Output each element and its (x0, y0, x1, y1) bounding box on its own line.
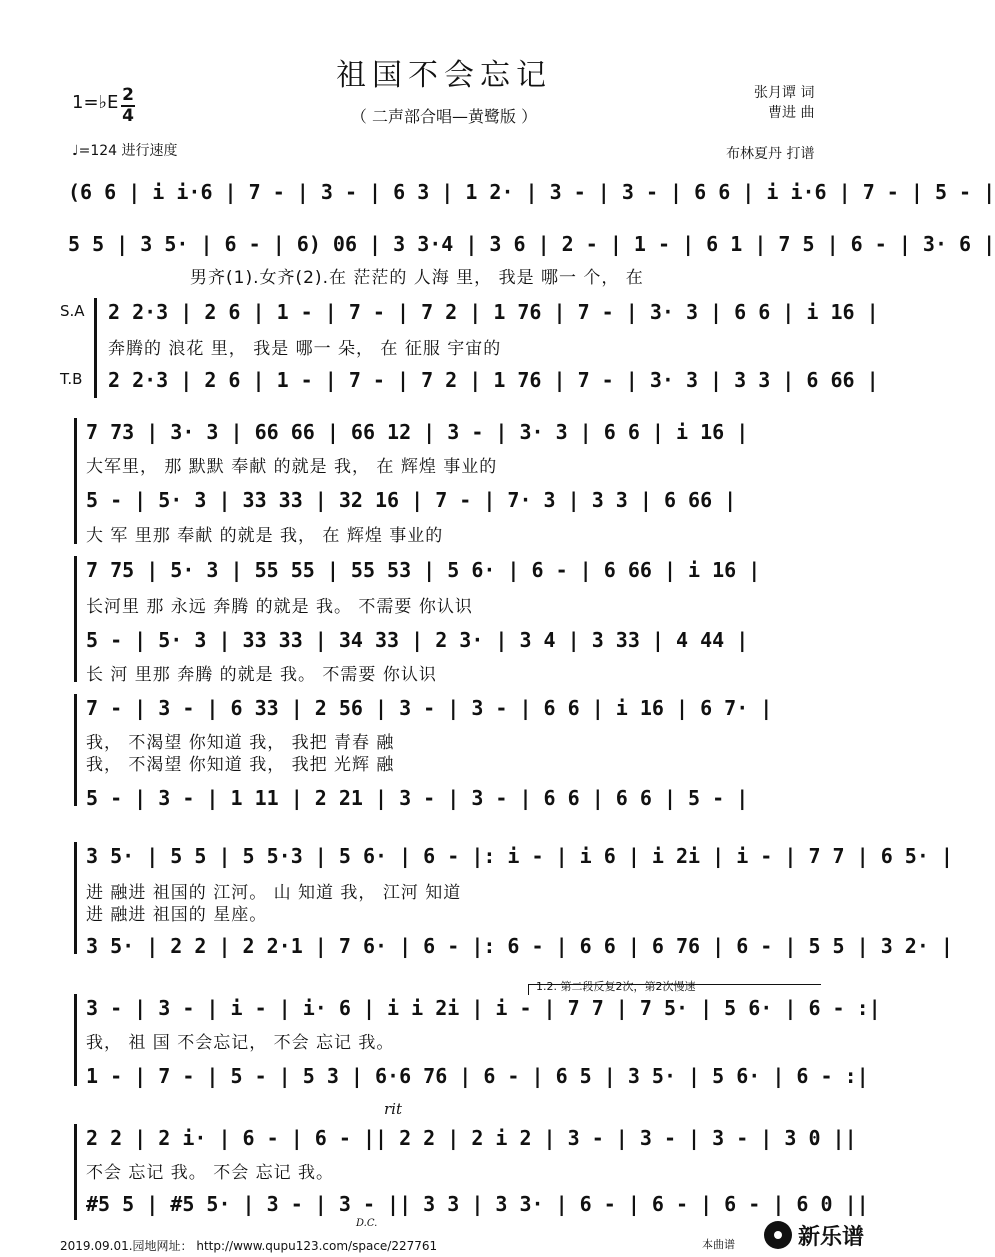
repeat-instruction: 1.2. 第二段反复2次，第2次慢速 (536, 980, 696, 993)
part-label-sa: S.A (60, 302, 85, 320)
system-brace (74, 842, 77, 954)
tb-melody: 5 - | 5· 3 | 33 33 | 34 33 | 2 3· | 3 4 | 3 33 | 4 44 | (86, 628, 749, 652)
intro-line-2: 5 5 | 3 5· | 6 - | 6) 06 | 3 3·4 | 3 6 | 2 - | 1 - | 6 1 | 7 5 | 6 - | 3· 6 | (68, 232, 995, 256)
system-brace (74, 1124, 77, 1220)
sa-lyric-verse-1: 我， 不渴望 你知道 我， 我把 青春 融 (86, 733, 395, 753)
composer: 曹进 曲 (768, 105, 815, 121)
sa-lyric: 不会 忘记 我。 不会 忘记 我。 (86, 1163, 335, 1183)
tb-melody: 3 5· | 2 2 | 2 2·1 | 7 6· | 6 - |: 6 - | 6 6 | 6 76 | 6 - | 5 5 | 3 2· | (86, 934, 953, 958)
transcriber: 布林夏丹 打谱 (726, 146, 815, 162)
sa-melody: 7 73 | 3· 3 | 66 66 | 66 12 | 3 - | 3· 3 | 6 6 | i 16 | (86, 420, 749, 444)
sa-melody: 7 75 | 5· 3 | 55 55 | 55 53 | 5 6· | 6 - | 6 66 | i 16 | (86, 558, 761, 582)
sa-melody: 2 2·3 | 2 6 | 1 - | 7 - | 7 2 | 1 76 | 7 - | 3· 3 | 6 6 | i 16 | (108, 300, 879, 324)
system-brace (74, 994, 77, 1086)
sa-melody: 3 5· | 5 5 | 5 5·3 | 5 6· | 6 - |: i - | i 6 | i 2i | i - | 7 7 | 6 5· | (86, 844, 953, 868)
part-label-tb: T.B (60, 370, 83, 388)
system-brace (94, 298, 97, 398)
tb-melody: 5 - | 5· 3 | 33 33 | 32 16 | 7 - | 7· 3 | 3 3 | 6 66 | (86, 488, 737, 512)
sa-lyric: 长河里 那 永远 奔腾 的就是 我。 不需要 你认识 (86, 597, 473, 617)
brand-prefix: 本曲谱 (702, 1238, 735, 1251)
tempo-marking: ♩=124 进行速度 (72, 143, 178, 159)
system-brace (74, 418, 77, 544)
time-top: 2 (122, 85, 134, 105)
time-signature (121, 86, 135, 126)
score-subtitle: （ 二声部合唱—黄鹭版 ） (350, 107, 538, 126)
lyricist: 张月谭 词 (754, 85, 815, 101)
record-disc-icon (764, 1221, 792, 1249)
score-title: 祖国不会忘记 (336, 58, 552, 93)
brand-name: 新乐谱 (798, 1225, 865, 1250)
sa-melody: 3 - | 3 - | i - | i· 6 | i i 2i | i - | 7 7 | 7 5· | 5 6· | 6 - :| (86, 996, 881, 1020)
tb-lyric: 大 军 里那 奉献 的就是 我， 在 辉煌 事业的 (86, 526, 444, 546)
lyric-line: 男齐(1).女齐(2).在 茫茫的 人海 里， 我是 哪一 个， 在 (190, 268, 644, 288)
sa-lyric: 我， 祖 国 不会忘记， 不会 忘记 我。 (86, 1033, 395, 1053)
tb-lyric: 长 河 里那 奔腾 的就是 我。 不需要 你认识 (86, 665, 437, 685)
sa-melody: 7 - | 3 - | 6 33 | 2 56 | 3 - | 3 - | 6 6 | i 16 | 6 7· | (86, 696, 773, 720)
tb-melody: 2 2·3 | 2 6 | 1 - | 7 - | 7 2 | 1 76 | 7 - | 3· 3 | 3 3 | 6 66 | (108, 368, 879, 392)
footer-site: 2019.09.01.园地网址： http://www.qupu123.com/space/227761 (60, 1239, 438, 1253)
brand-logo (702, 1218, 870, 1254)
tb-melody: #5 5 | #5 5· | 3 - | 3 - || 3 3 | 3 3· | 6 - | 6 - | 6 - | 6 0 || (86, 1192, 869, 1216)
sa-lyric: 大军里， 那 默默 奉献 的就是 我， 在 辉煌 事业的 (86, 457, 498, 477)
sa-lyric-verse-2: 进 融进 祖国的 星座。 (86, 905, 268, 925)
key-signature: 1=♭E (72, 92, 119, 113)
sa-lyric: 奔腾的 浪花 里， 我是 哪一 朵， 在 征服 宇宙的 (108, 339, 502, 359)
sa-melody: 2 2 | 2 i· | 6 - | 6 - || 2 2 | 2 i 2 | 3 - | 3 - | 3 - | 3 0 || (86, 1126, 857, 1150)
tb-melody: 1 - | 7 - | 5 - | 5 3 | 6·6 76 | 6 - | 6 5 | 3 5· | 5 6· | 6 - :| (86, 1064, 869, 1088)
system-brace (74, 694, 77, 806)
sa-lyric-verse-1: 进 融进 祖国的 江河。 山 知道 我， 江河 知道 (86, 883, 462, 903)
system-brace (74, 556, 77, 682)
da-capo-marking: D.C. (356, 1218, 378, 1229)
ritardando-marking: rit (384, 1100, 402, 1118)
tb-melody: 5 - | 3 - | 1 11 | 2 21 | 3 - | 3 - | 6 6 | 6 6 | 5 - | (86, 786, 749, 810)
sa-lyric-verse-2: 我， 不渴望 你知道 我， 我把 光辉 融 (86, 755, 395, 775)
time-bottom: 4 (122, 106, 134, 126)
intro-line-1: (6 6 | i i·6 | 7 - | 3 - | 6 3 | 1 2· | 3 - | 3 - | 6 6 | i i·6 | 7 - | 5 - | (68, 180, 995, 204)
